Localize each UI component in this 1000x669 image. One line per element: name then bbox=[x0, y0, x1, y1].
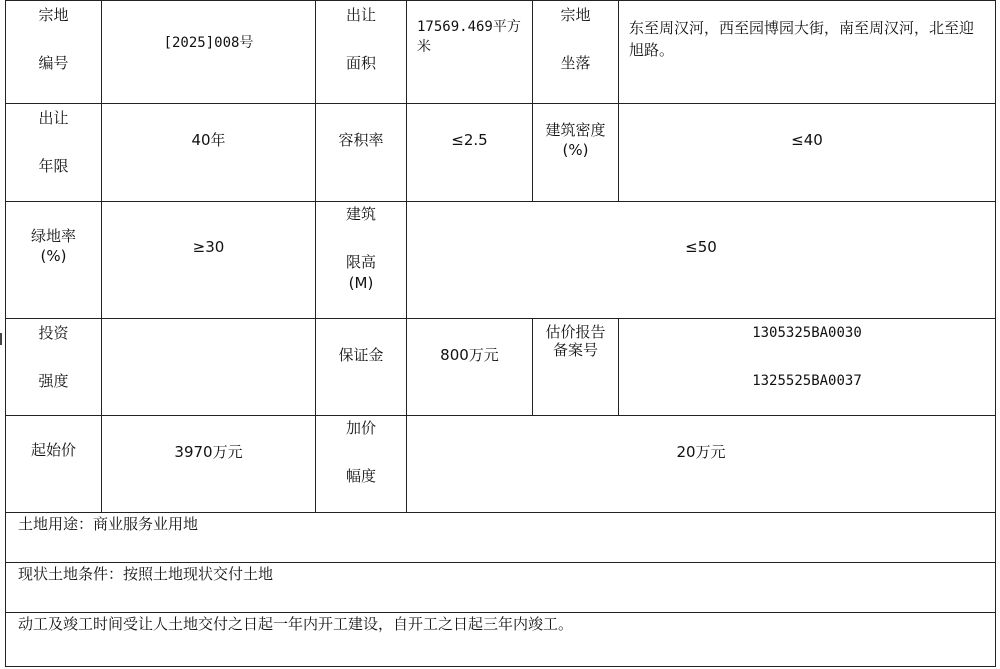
value-cell-building-density bbox=[619, 104, 996, 202]
label-text: 估价报告备案号 bbox=[545, 323, 606, 359]
value-cell-parcel-number bbox=[102, 1, 316, 104]
label-text: 起始价 bbox=[30, 441, 76, 459]
table-row bbox=[6, 613, 996, 667]
label-text: 宗地 bbox=[38, 6, 69, 24]
label-text: 绿地率 bbox=[30, 227, 76, 245]
value-text: ≤40 bbox=[791, 131, 823, 149]
value-cell-area bbox=[407, 1, 533, 104]
table-row bbox=[6, 319, 996, 416]
value-text: [2025]008号 bbox=[163, 35, 254, 51]
value-cell-green-ratio bbox=[102, 202, 316, 319]
label-cell-height-limit bbox=[316, 202, 407, 319]
table-row bbox=[6, 202, 996, 319]
value-text: 800万元 bbox=[440, 346, 499, 364]
value-cell-starting-price bbox=[102, 416, 316, 513]
label-text: 建筑密度(%) bbox=[545, 121, 606, 159]
label-text: 幅度 bbox=[345, 467, 376, 485]
label-text: 加价 bbox=[345, 419, 376, 437]
value-text: 40年 bbox=[191, 131, 226, 149]
land-use-cell bbox=[6, 513, 996, 563]
label-text: 出让 bbox=[38, 109, 69, 127]
label-cell-investment-intensity bbox=[6, 319, 102, 416]
value-cell-investment-intensity bbox=[102, 319, 316, 416]
label-cell-building-density bbox=[533, 104, 619, 202]
label-text: 面积 bbox=[345, 54, 376, 72]
label-text: 投资 bbox=[38, 324, 69, 342]
page-edge-mark bbox=[0, 333, 2, 345]
label-text: (%) bbox=[40, 247, 67, 265]
value-text: 20万元 bbox=[676, 443, 726, 461]
label-text: 编号 bbox=[38, 54, 69, 72]
value-cell-appraisal-record bbox=[619, 319, 996, 416]
value-cell-height-limit bbox=[407, 202, 996, 319]
table-row bbox=[6, 104, 996, 202]
construction-schedule-text: 动工及竣工时间受让人土地交付之日起一年内开工建设，自开工之日起三年内竣工。 bbox=[18, 615, 574, 633]
label-cell-green-ratio bbox=[6, 202, 102, 319]
value-cell-location bbox=[619, 1, 996, 104]
label-cell-starting-price bbox=[6, 416, 102, 513]
construction-schedule-cell bbox=[6, 613, 996, 667]
value-text: ≤50 bbox=[685, 238, 717, 256]
table-row bbox=[6, 513, 996, 563]
label-cell-bid-increment bbox=[316, 416, 407, 513]
label-text: 容积率 bbox=[338, 131, 384, 149]
value-text: ≤2.5 bbox=[451, 131, 488, 149]
table-row bbox=[6, 1, 996, 104]
label-cell-term bbox=[6, 104, 102, 202]
label-text: 限高 bbox=[345, 253, 376, 271]
label-cell-deposit bbox=[316, 319, 407, 416]
label-cell-parcel-number bbox=[6, 1, 102, 104]
label-text: 年限 bbox=[38, 157, 69, 175]
land-condition-cell bbox=[6, 563, 996, 613]
label-text: 建筑 bbox=[345, 205, 376, 223]
label-cell-location bbox=[533, 1, 619, 104]
value-text: 东至周汉河，西至园博园大街，南至周汉河，北至迎旭路。 bbox=[629, 19, 975, 59]
value-text: 1325525BA0037 bbox=[752, 373, 862, 389]
label-text: 出让 bbox=[345, 6, 376, 24]
value-text: ≥30 bbox=[192, 238, 225, 256]
value-cell-deposit bbox=[407, 319, 533, 416]
land-use-text: 土地用途：商业服务业用地 bbox=[18, 515, 199, 533]
value-text: 17569.469平方米 bbox=[417, 19, 521, 55]
value-cell-bid-increment bbox=[407, 416, 996, 513]
table-row bbox=[6, 563, 996, 613]
label-cell-area bbox=[316, 1, 407, 104]
table-row bbox=[6, 416, 996, 513]
label-text: (M) bbox=[348, 274, 374, 292]
land-condition-text: 现状土地条件：按照土地现状交付土地 bbox=[18, 565, 274, 583]
label-cell-appraisal-record bbox=[533, 319, 619, 416]
value-cell-plot-ratio bbox=[407, 104, 533, 202]
label-text: 宗地 bbox=[560, 6, 591, 24]
value-text: 1305325BA0030 bbox=[752, 325, 862, 341]
label-text: 坐落 bbox=[560, 54, 591, 72]
label-text: 保证金 bbox=[338, 346, 384, 364]
value-text: 3970万元 bbox=[174, 443, 243, 461]
label-cell-plot-ratio bbox=[316, 104, 407, 202]
land-parcel-table bbox=[5, 0, 996, 667]
label-text: 强度 bbox=[38, 372, 69, 390]
value-cell-term bbox=[102, 104, 316, 202]
